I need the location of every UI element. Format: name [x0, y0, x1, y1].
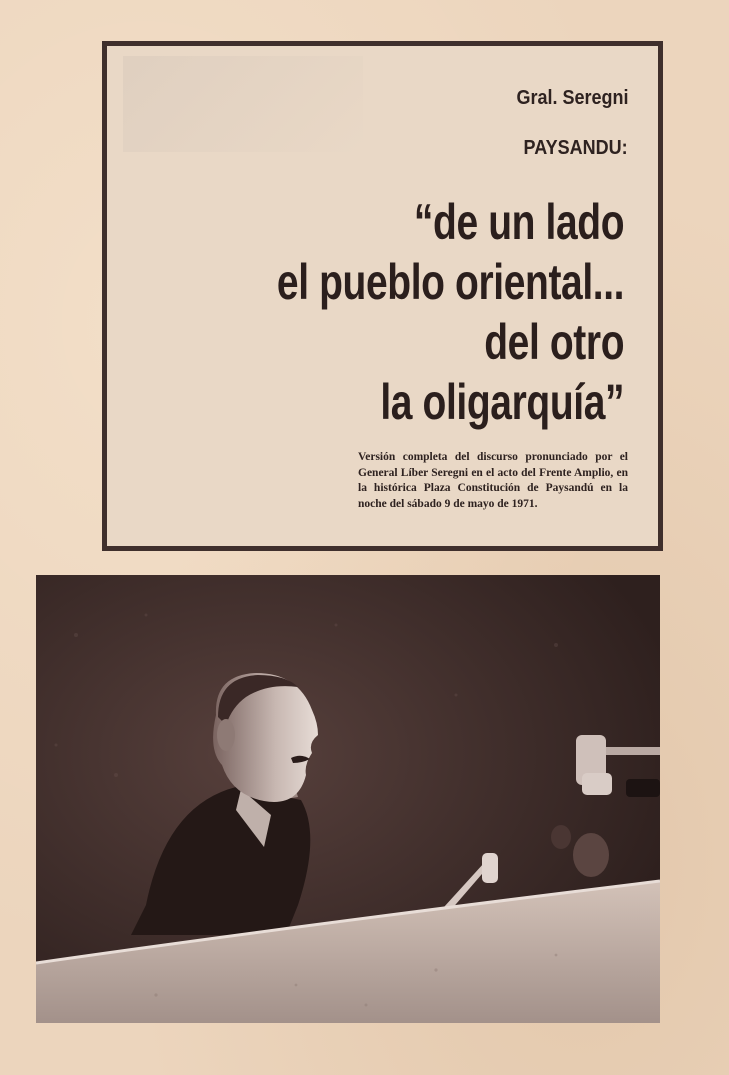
headline-line-4: la oligarquía” — [380, 374, 624, 430]
headline-line-1: “de un lado — [413, 194, 624, 250]
show-through-print — [123, 56, 363, 152]
headline — [277, 192, 624, 432]
headline-line-3: del otro — [484, 314, 624, 370]
title-box — [102, 41, 663, 551]
photo-illustration — [36, 575, 660, 1023]
author-kicker: Gral. Seregni — [515, 87, 628, 109]
headline-line-2: el pueblo oriental... — [276, 254, 624, 310]
speaker-photo — [36, 575, 660, 1023]
caption-text: Versión completa del discurso pronunciado por el General Líber Seregni en el acto del Frente Amplio, en la histórica Plaza Constitución de Paysandú en la noche del sábado 9 de mayo de 1971. — [358, 451, 628, 510]
place-kicker: PAYSANDU: — [523, 137, 628, 159]
